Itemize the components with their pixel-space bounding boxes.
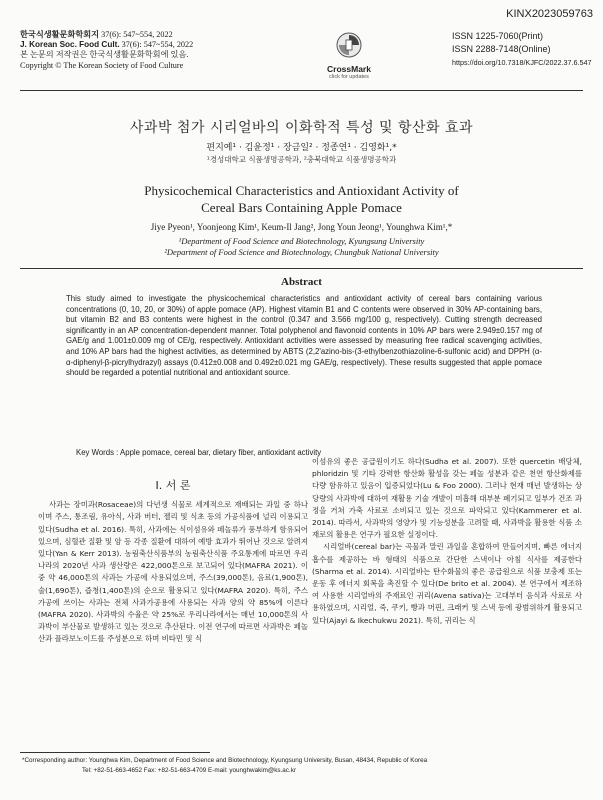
corresponding-author-footnote — [22, 756, 587, 775]
crossmark-icon — [336, 32, 362, 58]
copyright-notice-ko: 본 논문의 저작권은 한국식생활문화학회에 있음. — [20, 50, 189, 60]
copyright-line: Copyright © The Korean Society of Food Culture — [20, 60, 184, 70]
journal-volume-en: 37(6): 547~554, 2022 — [121, 40, 194, 50]
issn-print: ISSN 1225-7060(Print) — [452, 31, 544, 41]
doi-link[interactable]: https://doi.org/10.7318/KJFC/2022.37.6.547 — [452, 58, 592, 67]
intro-paragraph-2: 시리얼바(cereal bar)는 곡물과 말린 과일을 혼합하여 만들어지며, 빠른 에너지 흡수를 제공하는 바 형태의 식품으로 간단한 스낵이나 아침 식사를 제공한다(Sharma et al. 2014). 시리얼바는 탄수화물의 좋은 공급원으로 식품 보충제 또는 운동 후 에너지 회복을 촉진할 수 있다(De brito et al. 2004). 본 연구에서 제조하여 사용한 시리얼바의 주재료인 귀리(Avena sativa)는 고대부터 음식과 사료로 사용하였으며, 시리얼, 죽, 쿠키, 빵과 머핀, 크래커 및 스낵 등에 광범위하게 활용되고 있다(Ajayi & Ikechukwu 2021). 특히, 귀리는 식 — [312, 542, 582, 625]
affiliation-english-1: ¹Department of Food Science and Biotechnology, Kyungsung University — [178, 236, 425, 246]
crossmark-badge[interactable] — [312, 32, 386, 80]
journal-volume-ko: 37(6): 547~554, 2022 — [101, 30, 173, 39]
introduction-heading: Ⅰ. 서 론 — [155, 479, 191, 492]
abstract-rule — [20, 268, 583, 269]
crossmark-sublabel: click for updates — [329, 74, 369, 80]
title-english — [0, 182, 603, 216]
title-korean: 사과박 첨가 시리얼바의 이화학적 특성 및 항산화 효과 — [129, 120, 474, 136]
affiliation-english-2: ²Department of Food Science and Biotechnology, Chungbuk National University — [164, 247, 439, 257]
keywords: Key Words : Apple pomace, cereal bar, dietary fiber, antioxidant activity — [76, 448, 322, 457]
intro-paragraph-1-continued: 이섬유의 좋은 공급원이기도 하다(Sudha et al. 2007). 또한 quercetin 배당체, phloridzin 및 기타 강력한 항산화 활성을 갖는 페놀 성분과 같은 천연 항산화제를 다량 함유하고 있음이 입증되었다(Lu & Foo 2000). 그러나 현재 매년 발생하는 상당량의 사과박에 대하여 재활용 기술 개발이 미흡해 대부분 폐기되고 일부가 건조 과정을 거쳐 가축 사료로 소비되고 있는 것으로 파악되고 있다(Kammerer et al. 2014). 따라서, 사과박의 영양가 및 기능성분을 고려할 때, 사과박을 활용한 식품 소재로의 활용은 연구가 필요한 실정이다. — [312, 457, 582, 540]
footnote-rule — [20, 752, 210, 753]
body-column-right — [312, 456, 582, 627]
affiliations-korean: ¹경성대학교 식품생명공학과, ²충북대학교 식품생명공학과 — [206, 155, 397, 164]
abstract-text: This study aimed to investigate the physicochemical characteristics and antioxidant activity of cereal bars containing various concentrations (0, 10, 20, or 30%) of apple pomace (AP). Highest vitamin B1 and C contents were observed in 30% AP-containing bars, but vitamin B2 and B3 contents were highest in the control (0.347 and 3.566 mg/100 g, respectively). Cutting strength decreased significantly in an AP concentration-dependent manner. Total polyphenol and flavonoid contents in 10% AP bars were 2.949±0.157 mg of GAE/g and 1.001±0.009 mg of CE/g, respectively. Antioxidant activities were assessed by measuring free radical scavenging activities, and 10% AP bars had the highest activities, as determined by ABTS (2,2'azino-bis-(3-ethylbenzothiazoline-6-sulfonic acid) and DPPH (α-α-diphenyl-β-picrylhydrazyl) assays (0.412±0.008 and 0.492±0.021 mg GAE/g, respectively). These results suggested that apple pomace should be regarded a potential nutritional and antioxidant source. — [66, 294, 542, 378]
authors-korean: 편지예¹ · 김윤정¹ · 장금일² · 정종연¹ · 김영화¹,* — [206, 143, 397, 153]
issn-block — [452, 30, 591, 69]
title-english-line-1: Physicochemical Characteristics and Antioxidant Activity of — [144, 183, 459, 198]
header-rule — [20, 90, 583, 91]
footnote-line-1: *Corresponding author: Younghwa Kim, Department of Food Science and Biotechnology, Kyungsung University, Busan, 48434, Republic of Korea — [22, 757, 428, 764]
journal-name-en: J. Korean Soc. Food Cult. — [20, 40, 120, 50]
affiliations-english — [0, 236, 603, 258]
authors-english: Jiye Pyeon¹, Yoonjeong Kim¹, Keum-Il Jang², Jong Youn Jeong¹, Younghwa Kim¹,* — [150, 222, 453, 232]
journal-info — [20, 30, 193, 71]
document-id: KINX2023059763 — [506, 8, 593, 20]
crossmark-label: CrossMark — [327, 64, 371, 74]
abstract-heading: Abstract — [281, 276, 322, 288]
journal-name-ko: 한국식생활문화학회지 — [20, 30, 100, 39]
title-english-line-2: Cereal Bars Containing Apple Pomace — [201, 200, 402, 215]
footnote-contact: Tel: +82-51-663-4652 Fax: +82-51-663-4709 E-mail: younghwakim@ks.ac.kr — [82, 766, 296, 774]
issn-online: ISSN 2288-7148(Online) — [452, 44, 551, 54]
body-column-left — [38, 480, 308, 646]
intro-paragraph-1: 사과는 장미과(Rosaceae)의 다년생 식물로 세계적으로 재배되는 과일 중 하나이며 주스, 통조림, 유아식, 사과 버터, 젤리 및 식초 등의 가공식품에 널리 이용되고 있다(Sudha et al. 2016). 특히, 사과에는 식이섬유와 페놀류가 풍부하게 함유되어 있으며, 심혈관 질환 및 암 등 각종 질환에 대하여 예방 효과가 뛰어난 것으로 알려져 있다(Yan & Kerr 2013). 농림축산식품부의 농림축산식품 주요통계에 따르면 우리나라의 2020년 사과 생산량은 422,000톤으로 보고되어 있다(MAFRA 2021). 이 중 약 46,000톤의 사과는 가공에 사용되었으며, 주스(39,000톤), 음료(1,900톤), 술(1,690톤), 즙청(1,400톤)의 순으로 활용되고 있다(MAFRA 2020). 특히, 주스가공에 쓰이는 사과는 전체 사과가공용에 사용되는 사과 양의 약 85%에 이른다(MAFRA 2020). 사과박의 수율은 약 25%로 우리나라에서는 매년 10,000톤의 사과박이 부산물로 발생하고 있는 것으로 추산된다. 이전 연구에 따르면 사과박은 페놀산과 플라보노이드를 주성분으로 하며 비타민 및 식 — [38, 500, 308, 644]
